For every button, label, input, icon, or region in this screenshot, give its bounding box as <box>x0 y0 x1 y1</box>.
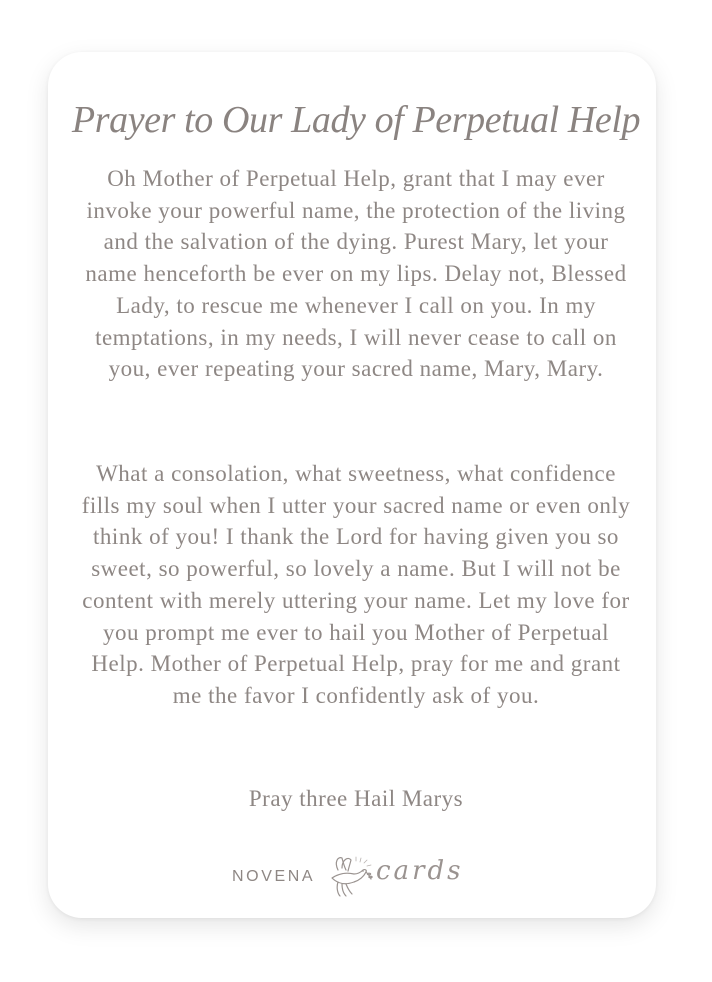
brand-novena-text: NOVENA <box>232 868 316 885</box>
prayer-title: Prayer to Our Lady of Perpetual Help <box>71 99 641 141</box>
prayer-paragraph-1: Oh Mother of Perpetual Help, grant that I may ever invoke your powerful name, the protection of the living and the salvation of the dying. Purest Mary, let your name henceforth be ever on my lips. Delay not, Blessed Lady, to rescue me whenever I call on you. In my temptations, in my needs, I will never cease to call on you, ever repeating your sacred name, Mary, Mary. <box>85 166 627 382</box>
prayer-paragraph-2: What a consolation, what sweetness, what confidence fills my soul when I utter your sacred name or even only think of you! I thank the Lord for having given you so sweet, so powerful, so lovely a name. But I will not be content with merely uttering your name. Let my love for you prompt me ever to hail you Mother of Perpetual Help. Mother of Perpetual Help, pray for me and grant me the favor I confidently ask of you. <box>81 461 631 708</box>
brand-cards-text: cards <box>376 856 464 886</box>
brand-logo <box>228 852 498 904</box>
dove-icon <box>324 852 374 902</box>
closing-instruction: Pray three Hail Marys <box>248 786 464 811</box>
